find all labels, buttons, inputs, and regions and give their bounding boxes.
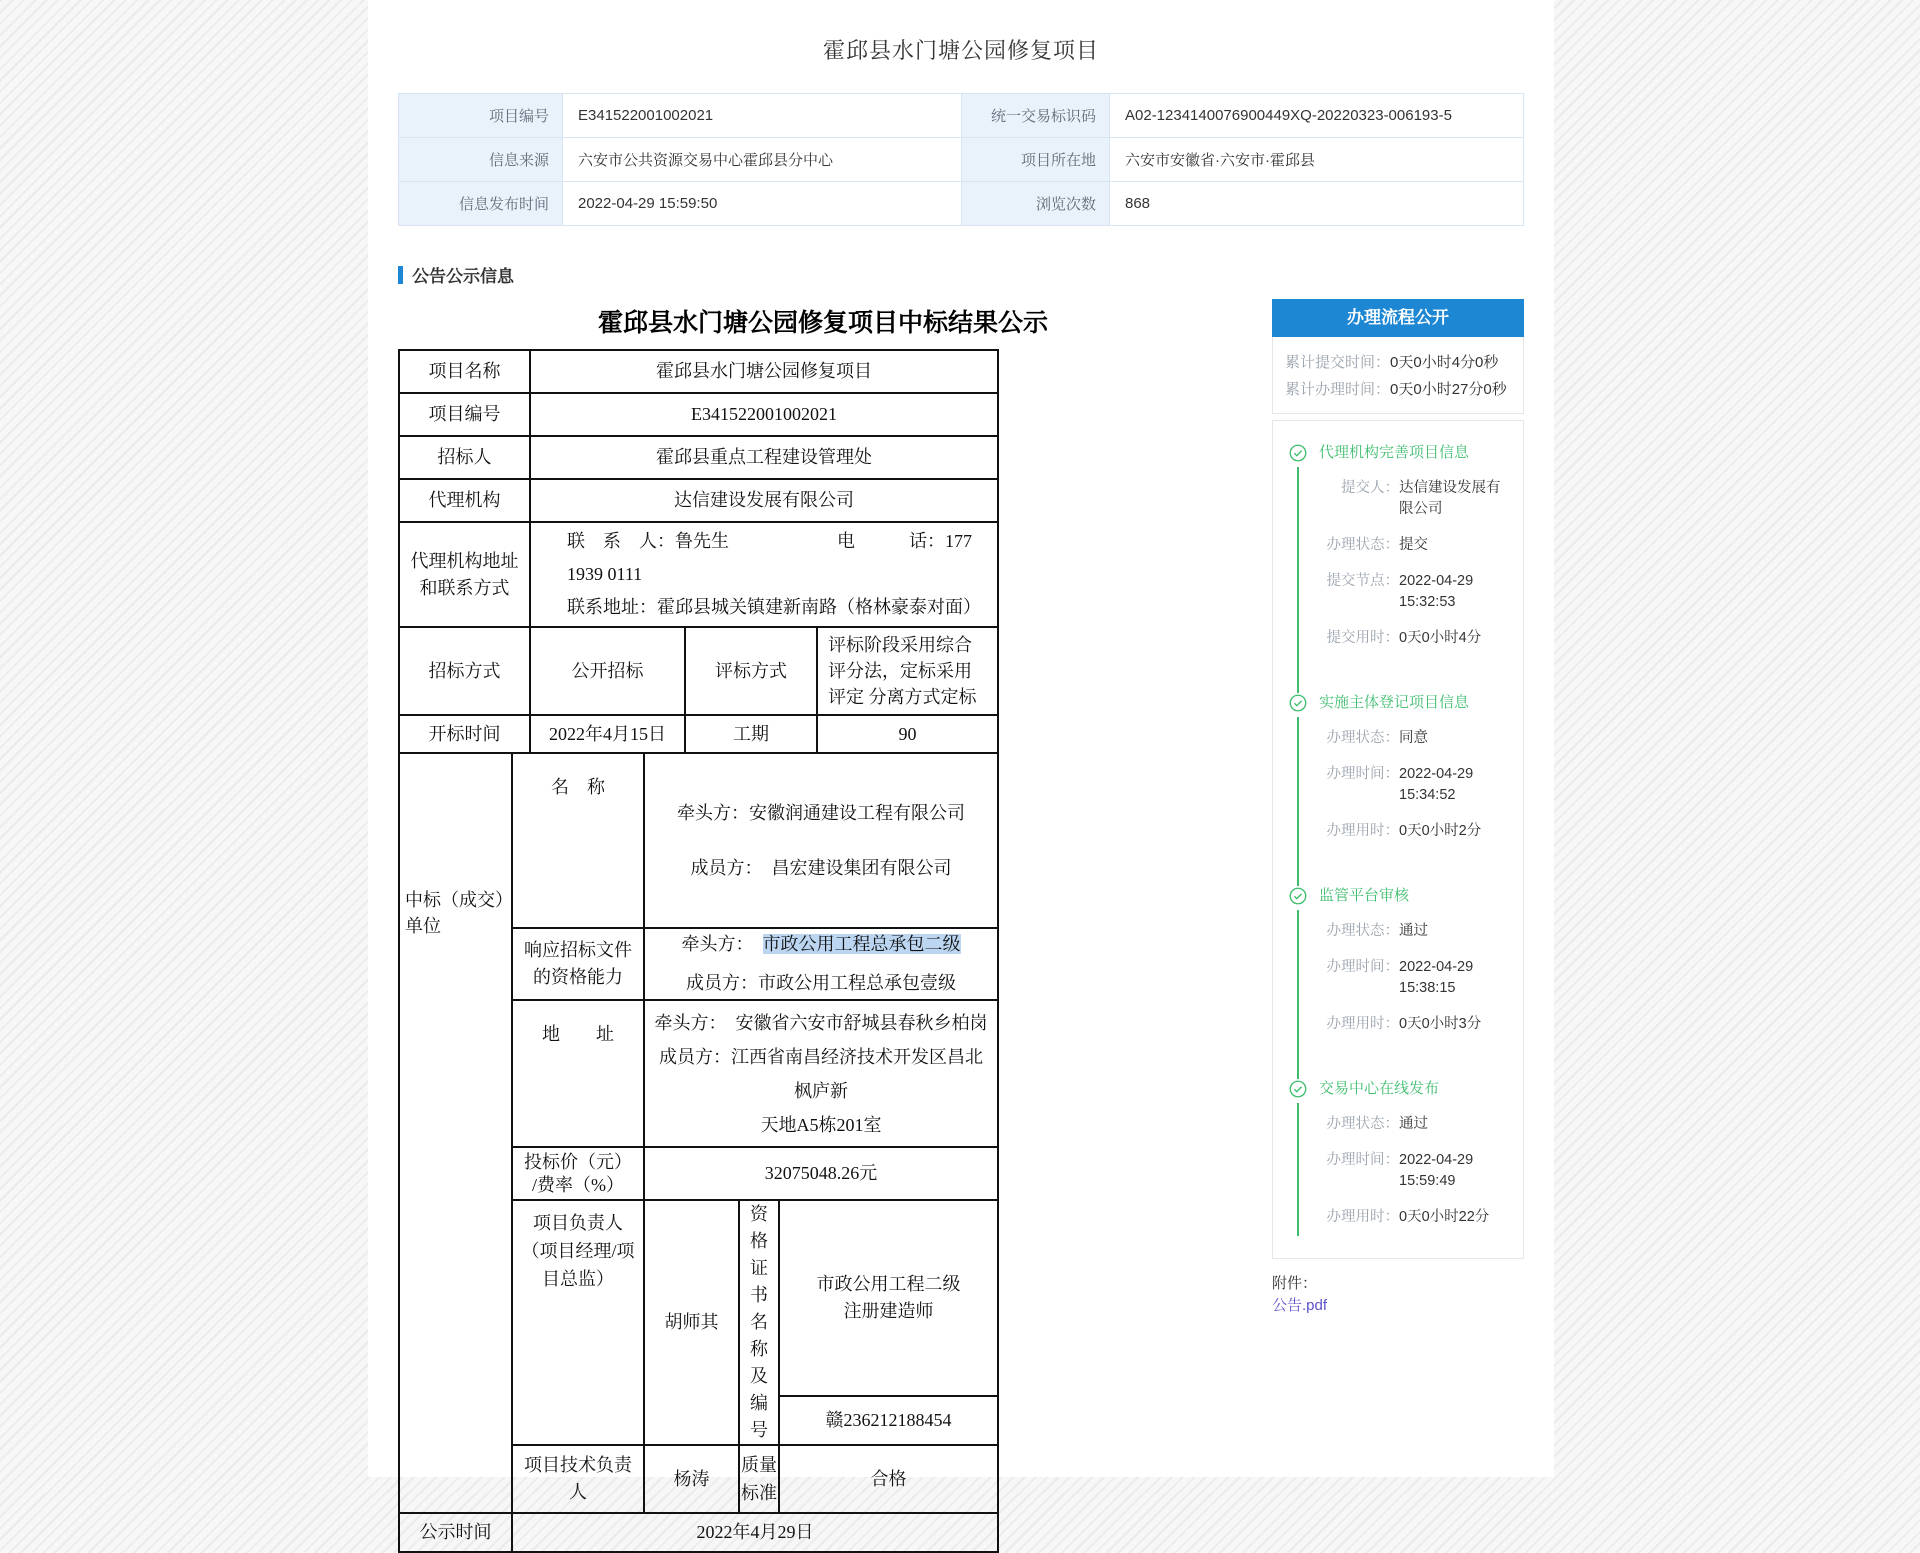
process-step-online-publish [1289, 1079, 1509, 1242]
info-label-trade-id: 统一交易标识码 [962, 94, 1110, 138]
info-row [399, 138, 1524, 182]
stat-total-handle-time: 累计办理时间：0天0小时27分0秒 [1285, 381, 1507, 398]
cell-cert-no: 赣236212188454 [779, 1396, 998, 1445]
cell-project-no-value: E341522001002021 [530, 393, 998, 436]
step-detail: 办理时间： 2022-04-29 15:59:49 [1326, 1152, 1474, 1189]
table-row [399, 350, 998, 393]
process-timeline [1272, 420, 1524, 1259]
address-line-3: 枫庐新 [794, 1080, 848, 1101]
cell-tenderee-label: 招标人 [399, 436, 530, 479]
info-value-source: 六安市公共资源交易中心霍邱县分中心 [563, 138, 962, 182]
cell-agency-value: 达信建设发展有限公司 [530, 479, 998, 522]
process-step-supervision-audit [1289, 886, 1509, 1079]
section-header [398, 262, 1248, 287]
cell-agency-contact-label: 代理机构地址和联系方式 [399, 522, 530, 627]
attachment-section [1272, 1273, 1524, 1317]
table-row [399, 393, 998, 436]
page-title: 霍邱县水门塘公园修复项目 [822, 38, 1099, 63]
highlighted-text: 市政公用工程总承包二级 [762, 934, 961, 954]
cell-tender-method-value: 公开招标 [530, 627, 685, 715]
info-value-publish-time: 2022-04-29 15:59:50 [563, 182, 962, 226]
step-detail: 办理状态： 通过 [1326, 923, 1428, 939]
winner-lead-name: 牵头方：安徽润通建设工程有限公司 [677, 802, 965, 823]
project-info-table [398, 93, 1524, 226]
cell-cert-name: 市政公用工程二级 注册建造师 [779, 1200, 998, 1396]
step-title: 实施主体登记项目信息 [1319, 694, 1470, 711]
check-circle-icon [1289, 1080, 1307, 1098]
process-panel-title: 办理流程公开 [1272, 299, 1524, 337]
step-detail: 办理状态： 提交 [1326, 537, 1428, 553]
address-line-1: 牵头方： 安徽省六安市舒城县春秋乡柏岗 [654, 1012, 988, 1033]
cell-manager-name: 胡师其 [644, 1200, 739, 1445]
cell-agency-contact-value [530, 522, 998, 627]
cell-tender-method-label: 招标方式 [399, 627, 530, 715]
process-step-subject-register [1289, 693, 1509, 886]
announcement-title: 霍邱县水门塘公园修复项目中标结果公示 [597, 310, 1048, 337]
step-detail: 办理时间： 2022-04-29 15:34:52 [1326, 766, 1474, 803]
cell-duration-value: 90 [817, 715, 998, 753]
address-line-4: 天地A5栋201室 [760, 1114, 882, 1135]
step-detail: 办理用时： 0天0小时2分 [1326, 823, 1482, 839]
process-stats-box [1272, 337, 1524, 414]
cell-quality-label: 质量标准 [739, 1445, 779, 1513]
table-row [399, 479, 998, 522]
contact-line-1: 联 系 人：鲁先生 电 话：177 1939 0111 [567, 531, 972, 584]
info-value-project-no: E341522001002021 [563, 94, 962, 138]
cell-bid-price-label: 投标价（元） /费率（%） [512, 1147, 644, 1200]
info-label-project-no: 项目编号 [399, 94, 563, 138]
table-row [399, 1513, 998, 1552]
address-line-2: 成员方：江西省南昌经济技术开发区昌北 [659, 1046, 983, 1067]
process-step-agency-info [1289, 443, 1509, 693]
attachment-link[interactable]: 公告.pdf [1272, 1297, 1328, 1314]
cell-winner-name-label: 名 称 [512, 753, 644, 928]
step-title: 监管平台审核 [1319, 887, 1410, 904]
info-label-source: 信息来源 [399, 138, 563, 182]
announcement-column [398, 262, 1248, 1553]
cell-eval-method-label: 评标方式 [685, 627, 817, 715]
cell-qualification-value [644, 928, 998, 1000]
cell-manager-label: 项目负责人（项目经理/项目总监） [512, 1200, 644, 1445]
info-row [399, 94, 1524, 138]
table-row [399, 715, 998, 753]
cell-qualification-label: 响应招标文件的资格能力 [512, 928, 644, 1000]
info-value-view-count: 868 [1110, 182, 1524, 226]
step-detail: 办理用时： 0天0小时22分 [1326, 1209, 1490, 1225]
table-row [399, 627, 998, 715]
cell-address-label: 地 址 [512, 1000, 644, 1147]
qualification-member: 成员方：市政公用工程总承包壹级 [686, 973, 956, 993]
check-circle-icon [1289, 694, 1307, 712]
cell-winner-name-value [644, 753, 998, 928]
cell-address-value [644, 1000, 998, 1147]
info-row [399, 182, 1524, 226]
info-value-trade-id: A02-1234140076900449XQ-20220323-006193-5 [1110, 94, 1524, 138]
cell-project-name-label: 项目名称 [399, 350, 530, 393]
cell-winner-label: 中标（成交）单位 [399, 753, 512, 1513]
cell-tenderee-value: 霍邱县重点工程建设管理处 [530, 436, 998, 479]
cell-bid-opening-value: 2022年4月15日 [530, 715, 685, 753]
step-detail: 办理状态： 同意 [1326, 730, 1428, 746]
info-label-publish-time: 信息发布时间 [399, 182, 563, 226]
step-title: 代理机构完善项目信息 [1319, 444, 1470, 461]
step-detail: 提交人： 达信建设发展有限公司 [1341, 480, 1501, 517]
step-detail: 提交节点： 2022-04-29 15:32:53 [1326, 573, 1474, 610]
contact-line-2: 联系地址：霍邱县城关镇建新南路（格林豪泰对面） [567, 597, 981, 617]
info-label-location: 项目所在地 [962, 138, 1110, 182]
info-value-location: 六安市安徽省·六安市·霍邱县 [1110, 138, 1524, 182]
table-row [399, 753, 998, 928]
cell-tech-name: 杨涛 [644, 1445, 739, 1513]
cell-bid-price-value: 32075048.26元 [644, 1147, 998, 1200]
table-row [399, 522, 998, 627]
qualification-lead: 牵头方： 市政公用工程总承包二级 [681, 934, 961, 954]
cell-publicity-value: 2022年4月29日 [512, 1513, 998, 1552]
cell-project-no-label: 项目编号 [399, 393, 530, 436]
cell-quality-value: 合格 [779, 1445, 998, 1513]
step-detail: 提交用时： 0天0小时4分 [1326, 630, 1482, 646]
check-circle-icon [1289, 887, 1307, 905]
content-sheet [368, 0, 1554, 1542]
section-header-label: 公告公示信息 [412, 267, 514, 286]
step-detail: 办理时间： 2022-04-29 15:38:15 [1326, 959, 1474, 996]
table-row [399, 436, 998, 479]
cell-bid-opening-label: 开标时间 [399, 715, 530, 753]
cell-project-name-value: 霍邱县水门塘公园修复项目 [530, 350, 998, 393]
attachment-label: 附件： [1272, 1275, 1318, 1292]
winner-member-name: 成员方： 昌宏建设集团有限公司 [690, 857, 952, 878]
info-label-view-count: 浏览次数 [962, 182, 1110, 226]
process-panel [1272, 299, 1524, 1553]
cell-publicity-label: 公示时间 [399, 1513, 512, 1552]
cell-cert-label: 资格证书 名称及编号 [739, 1200, 779, 1445]
cell-agency-label: 代理机构 [399, 479, 530, 522]
announcement-table-top [398, 349, 999, 754]
section-accent-bar-icon [398, 266, 403, 284]
cell-eval-method-value: 评标阶段采用综合评分法，定标采用评定 分离方式定标 [817, 627, 998, 715]
check-circle-icon [1289, 444, 1307, 462]
step-title: 交易中心在线发布 [1319, 1080, 1440, 1097]
step-detail: 办理状态： 通过 [1326, 1116, 1428, 1132]
step-detail: 办理用时： 0天0小时3分 [1326, 1016, 1482, 1032]
stat-total-submit-time: 累计提交时间：0天0小时4分0秒 [1285, 354, 1499, 371]
cell-tech-label: 项目技术负责人 [512, 1445, 644, 1513]
announcement-table-winner [398, 752, 999, 1553]
cell-duration-label: 工期 [685, 715, 817, 753]
